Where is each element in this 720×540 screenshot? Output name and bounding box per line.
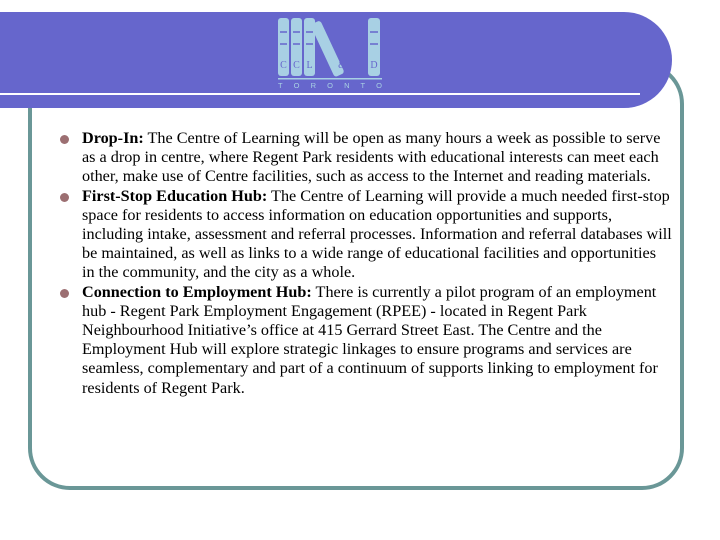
item-text: The Centre of Learning will provide a much needed first-stop space for residents to access information on education opportunities and supports, including intake, assessment and referral processes. Information and referral databases will be maintained, as well as links to a wide range of educational facilities and opportunities in the community, and the city as a whole. <box>82 186 672 282</box>
item-text: The Centre of Learning will be open as many hours a week as possible to serve as a drop in centre, where Regent Park residents with educational interests can meet each other, make use of Centre facilities, such as access to the Internet and reading materials. <box>82 129 661 186</box>
bullet-icon <box>60 135 69 144</box>
logo-letter: C <box>293 60 300 71</box>
logo-letter: D <box>370 60 378 71</box>
banner-divider <box>0 93 640 95</box>
item-title: Connection to Employment Hub: <box>82 282 312 301</box>
bullet-icon <box>60 289 69 298</box>
bullet-icon <box>60 193 69 202</box>
item-text: There is currently a pilot program of an employment hub - Regent Park Employment Engagement (RPEE) - located in Regent Park Neighbourhood Initiative’s office at 415 Gerrard Street East. The Centre and the Employment Hub will explore strategic linkages to ensure programs and services are seamless, complementary and part of a continuum of supports linking to employment for residents of Regent Park. <box>82 282 658 397</box>
ccld-toronto-logo <box>278 18 386 92</box>
logo-letter: L <box>306 60 313 71</box>
item-title: First-Stop Education Hub: <box>82 186 268 205</box>
logo-city: T O R O N T O <box>278 81 382 90</box>
logo-letter: & <box>338 60 346 71</box>
list-item-first-stop <box>82 187 672 283</box>
list-item-employment-hub <box>82 283 672 398</box>
bullet-list <box>82 129 672 398</box>
list-item-drop-in <box>82 129 672 187</box>
item-title: Drop-In: <box>82 129 144 147</box>
logo-letter: C <box>280 60 287 71</box>
